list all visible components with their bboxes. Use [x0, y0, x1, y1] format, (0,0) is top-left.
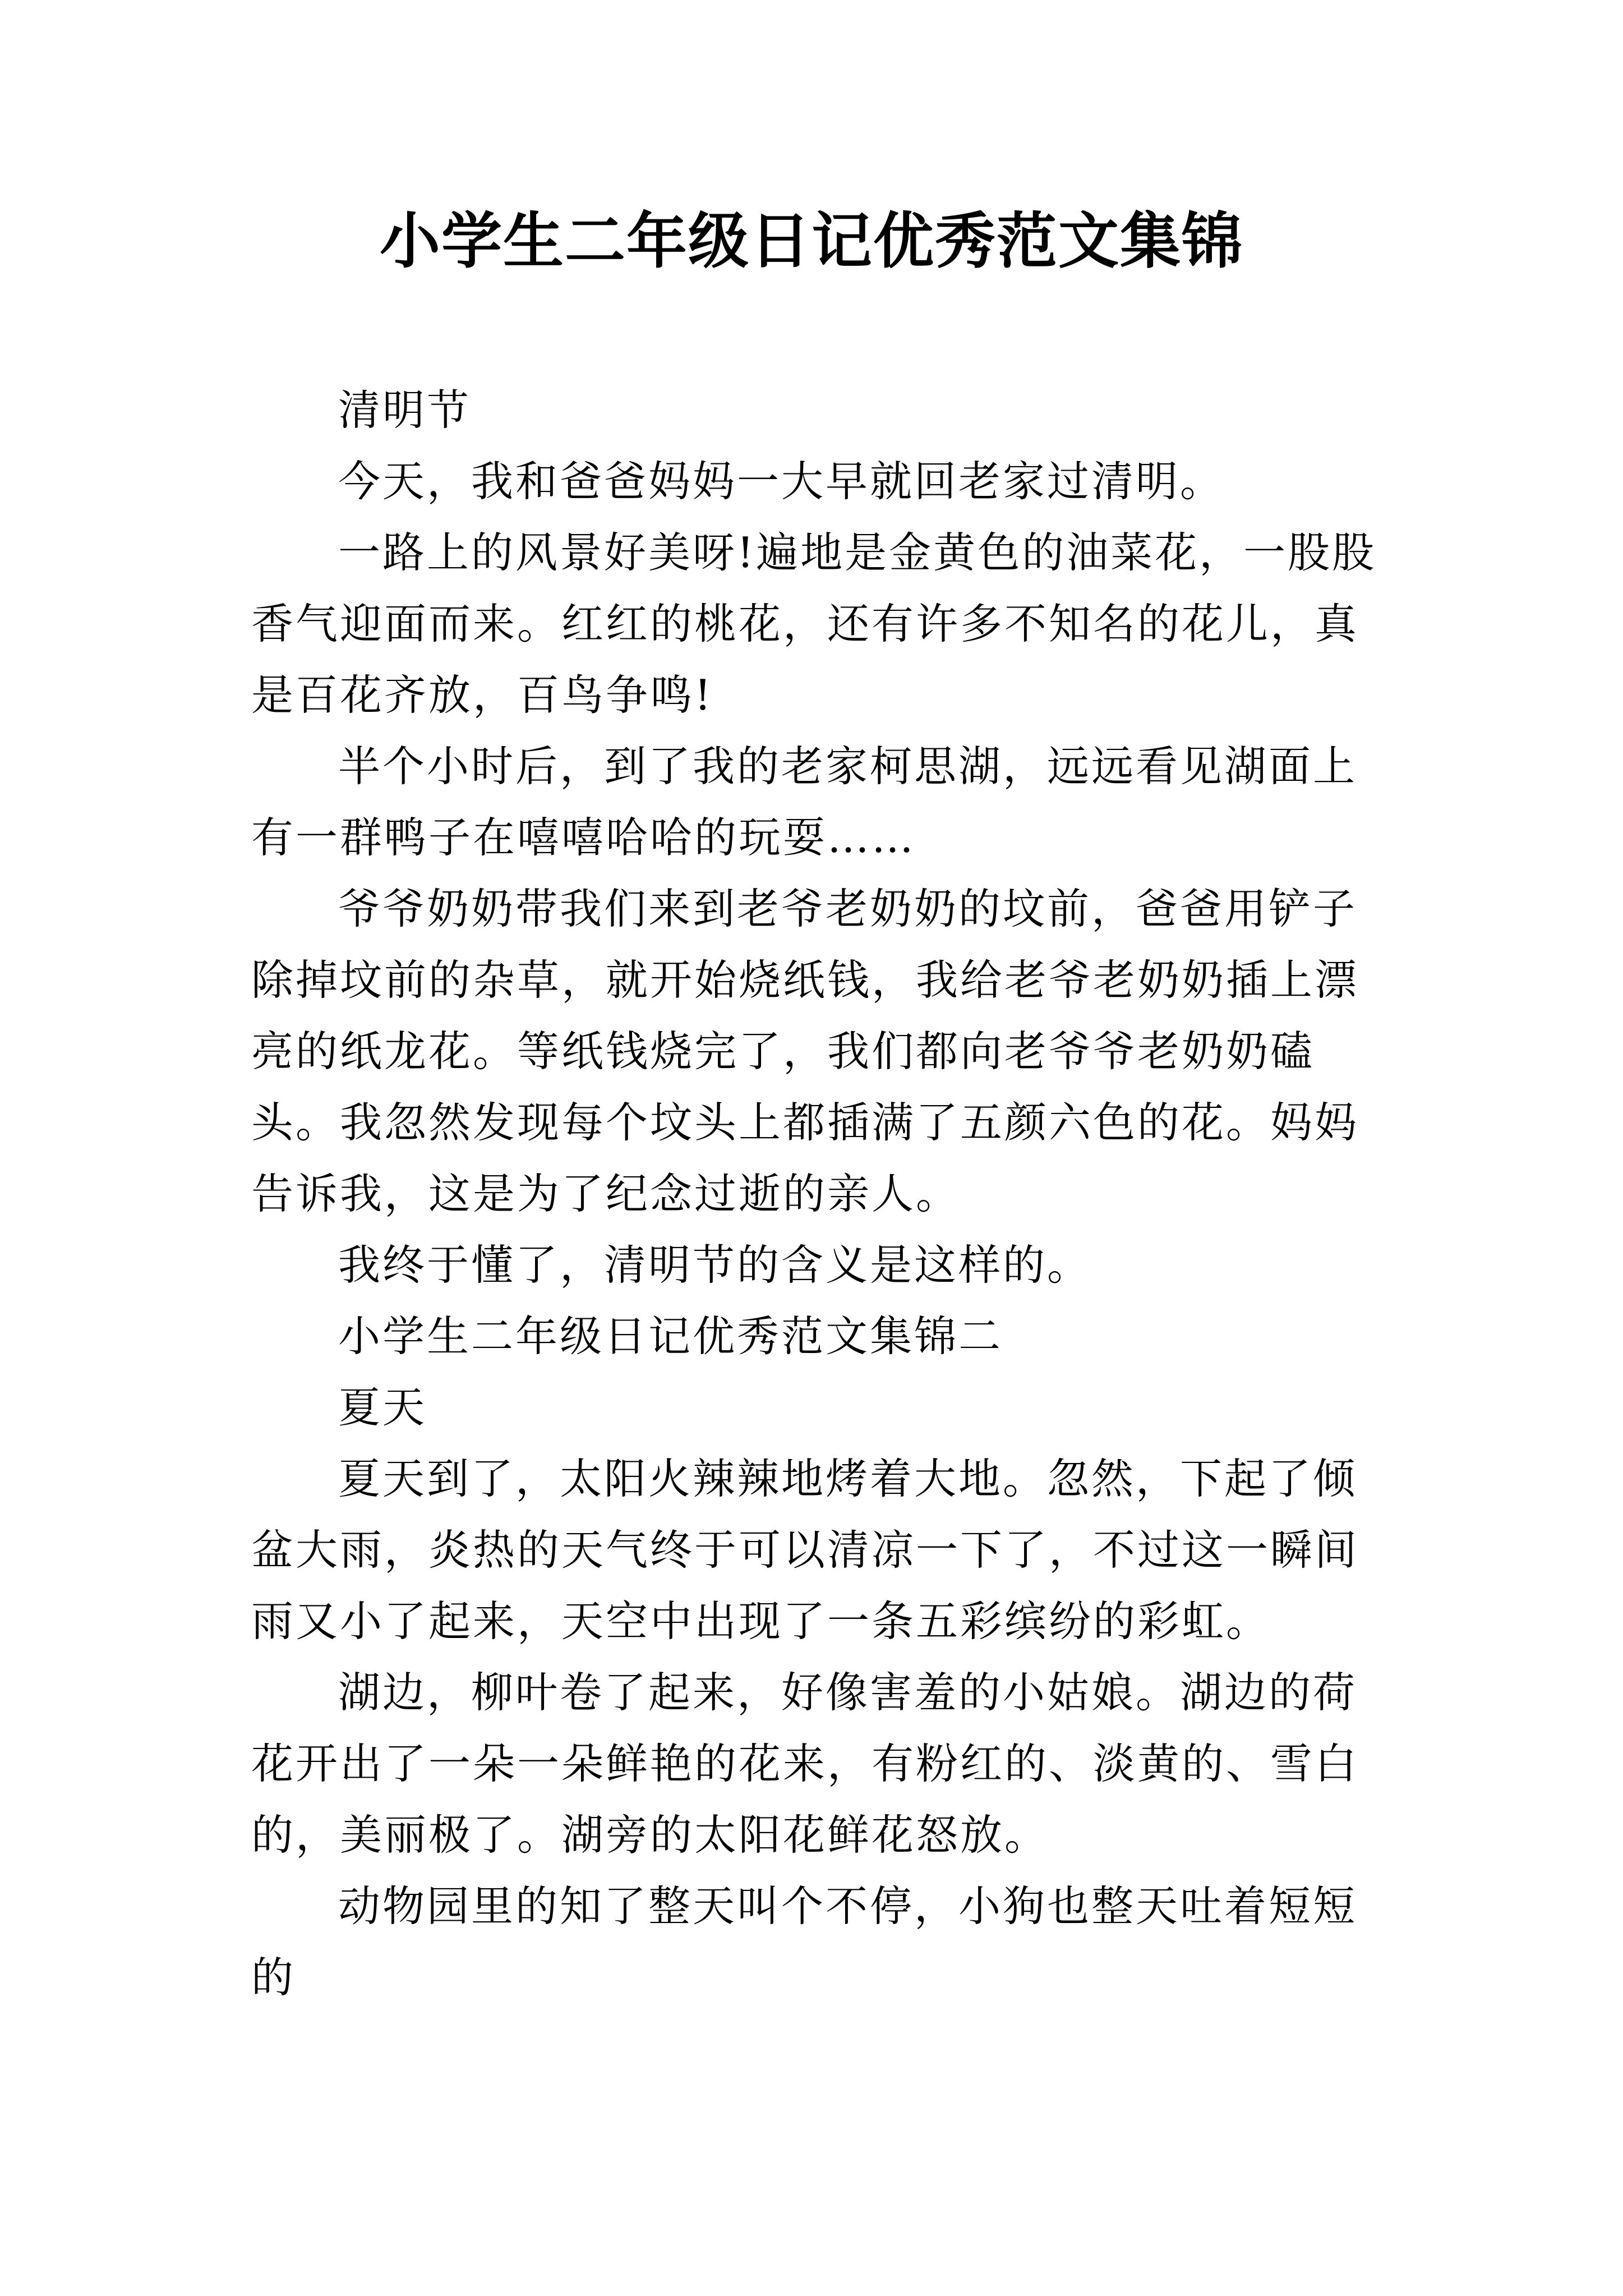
paragraph: 动物园里的知了整天叫个不停，小狗也整天吐着短短的: [251, 1881, 1358, 2002]
section-title: 小学生二年级日记优秀范文集锦二: [338, 1312, 1003, 1361]
paragraph: 夏天到了，太阳火辣辣地烤着大地。忽然，下起了倾盆大雨，炎热的天气终于可以清凉一下了，不过这一瞬间雨又小了起来，天空中出现了一条五彩缤纷的彩虹。: [251, 1454, 1359, 1646]
paragraph: 半个小时后，到了我的老家柯思湖，远远看见湖面上有一群鸭子在嘻嘻哈哈的玩耍……: [251, 742, 1358, 862]
paragraph: 今天，我和爸爸妈妈一大早就回老家过清明。: [338, 457, 1225, 506]
document-body: [251, 375, 1401, 2013]
section-heading: 夏天: [338, 1383, 427, 1432]
paragraph: 一路上的风景好美呀!遍地是金黄色的油菜花，一股股香气迎面而来。红红的桃花，还有许多不知名的花儿，真是百花齐放，百鸟争鸣!: [251, 528, 1377, 720]
paragraph: 爷爷奶奶带我们来到老爷老奶奶的坟前，爸爸用铲子除掉坟前的杂草，就开始烧纸钱，我给老爷老奶奶插上漂亮的纸龙花。等纸钱烧完了，我们都向老爷爷老奶奶磕头。我忽然发现每个坟头上都插满了五颜六色的花。妈妈告诉我，这是为了纪念过逝的亲人。: [251, 884, 1359, 1218]
paragraph: 湖边，柳叶卷了起来，好像害羞的小姑娘。湖边的荷花开出了一朵一朵鲜艳的花来，有粉红的、淡黄的、雪白的，美丽极了。湖旁的太阳花鲜花怒放。: [251, 1668, 1359, 1860]
paragraph: 我终于懂了，清明节的含义是这样的。: [338, 1240, 1092, 1290]
document-title: 小学生二年级日记优秀范文集锦: [379, 206, 1243, 277]
section-heading: 清明节: [338, 385, 472, 435]
